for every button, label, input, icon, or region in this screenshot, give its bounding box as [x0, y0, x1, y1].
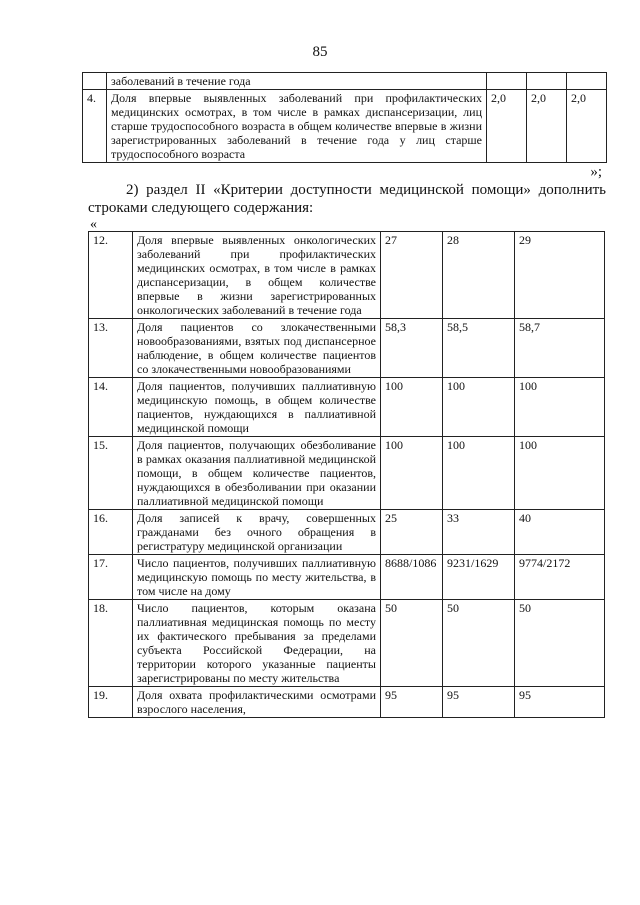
value-cell: 27	[381, 232, 443, 319]
value-cell: 100	[443, 437, 515, 510]
row-number: 4.	[83, 90, 107, 163]
value-cell: 95	[443, 687, 515, 718]
value-cell	[567, 73, 607, 90]
row-number: 13.	[89, 319, 133, 378]
value-cell: 58,7	[515, 319, 605, 378]
table-row	[89, 600, 605, 687]
row-description: Число пациентов, получивших паллиативную медицинскую помощь по месту жительства, в том числе на дому	[133, 555, 381, 600]
row-description: Доля охвата профилактическими осмотрами взрослого населения,	[133, 687, 381, 718]
opening-quote-mark: «	[90, 217, 97, 232]
value-cell: 9231/1629	[443, 555, 515, 600]
value-cell: 50	[443, 600, 515, 687]
row-description: Доля пациентов со злокачественными новообразованиями, взятых под диспансерное наблюдение, в общем количестве пациентов со злокачественными новообразованиями	[133, 319, 381, 378]
value-cell: 95	[381, 687, 443, 718]
table-row	[83, 90, 607, 163]
value-cell: 2,0	[487, 90, 527, 163]
row-number: 15.	[89, 437, 133, 510]
value-cell: 100	[443, 378, 515, 437]
row-number: 19.	[89, 687, 133, 718]
table-row	[89, 687, 605, 718]
value-cell: 2,0	[567, 90, 607, 163]
value-cell: 2,0	[527, 90, 567, 163]
value-cell: 29	[515, 232, 605, 319]
row-description: Доля впервые выявленных заболеваний при профилактических медицинских осмотрах, в том числе в рамках диспансеризации, лиц старше трудоспособного возраста в общем количестве впервые в жизни зарегистрированных заболеваний в течение года у лиц старше трудоспособного возраста	[107, 90, 487, 163]
value-cell: 95	[515, 687, 605, 718]
value-cell: 100	[515, 437, 605, 510]
table-row	[89, 437, 605, 510]
row-description: заболеваний в течение года	[107, 73, 487, 90]
value-cell: 9774/2172	[515, 555, 605, 600]
value-cell: 100	[381, 378, 443, 437]
table-row	[89, 510, 605, 555]
table-row	[89, 319, 605, 378]
value-cell: 100	[515, 378, 605, 437]
row-description: Число пациентов, которым оказана паллиативная медицинская помощь по месту их фактического пребывания за пределами субъекта Российской Федерации, на территории которого указанные пациенты зарегистрированы по месту жительства	[133, 600, 381, 687]
value-cell: 58,3	[381, 319, 443, 378]
table-row	[89, 232, 605, 319]
value-cell: 40	[515, 510, 605, 555]
row-number: 17.	[89, 555, 133, 600]
value-cell: 50	[515, 600, 605, 687]
table-row	[89, 378, 605, 437]
page-number: 85	[312, 44, 328, 60]
value-cell: 28	[443, 232, 515, 319]
amendment-paragraph: 2) раздел II «Критерии доступности медицинской помощи» дополнить строками следующего содержания:	[88, 182, 606, 216]
row-number: 12.	[89, 232, 133, 319]
row-number	[83, 73, 107, 90]
criteria-table-continuation	[82, 72, 607, 163]
row-description: Доля записей к врачу, совершенных гражданами без очного обращения в регистратуру медицинской организации	[133, 510, 381, 555]
value-cell	[527, 73, 567, 90]
value-cell: 8688/1086	[381, 555, 443, 600]
closing-quote-mark: »;	[590, 164, 602, 180]
value-cell: 58,5	[443, 319, 515, 378]
value-cell	[487, 73, 527, 90]
value-cell: 33	[443, 510, 515, 555]
accessibility-criteria-table	[88, 231, 605, 718]
table-row	[89, 555, 605, 600]
row-number: 16.	[89, 510, 133, 555]
row-number: 18.	[89, 600, 133, 687]
table-row	[83, 73, 607, 90]
value-cell: 25	[381, 510, 443, 555]
value-cell: 50	[381, 600, 443, 687]
row-number: 14.	[89, 378, 133, 437]
value-cell: 100	[381, 437, 443, 510]
row-description: Доля пациентов, получающих обезболивание в рамках оказания паллиативной медицинской помощи, в общем количестве пациентов, нуждающихся в обезболивании при оказании паллиативной медицинской помощи	[133, 437, 381, 510]
row-description: Доля впервые выявленных онкологических заболеваний при профилактических медицинских осмотрах, в том числе в рамках диспансеризации, в общем количестве впервые в жизни зарегистрированных онкологических заболеваний в течение года	[133, 232, 381, 319]
row-description: Доля пациентов, получивших паллиативную медицинскую помощь, в общем количестве пациентов, нуждающихся в паллиативной медицинской помощи	[133, 378, 381, 437]
